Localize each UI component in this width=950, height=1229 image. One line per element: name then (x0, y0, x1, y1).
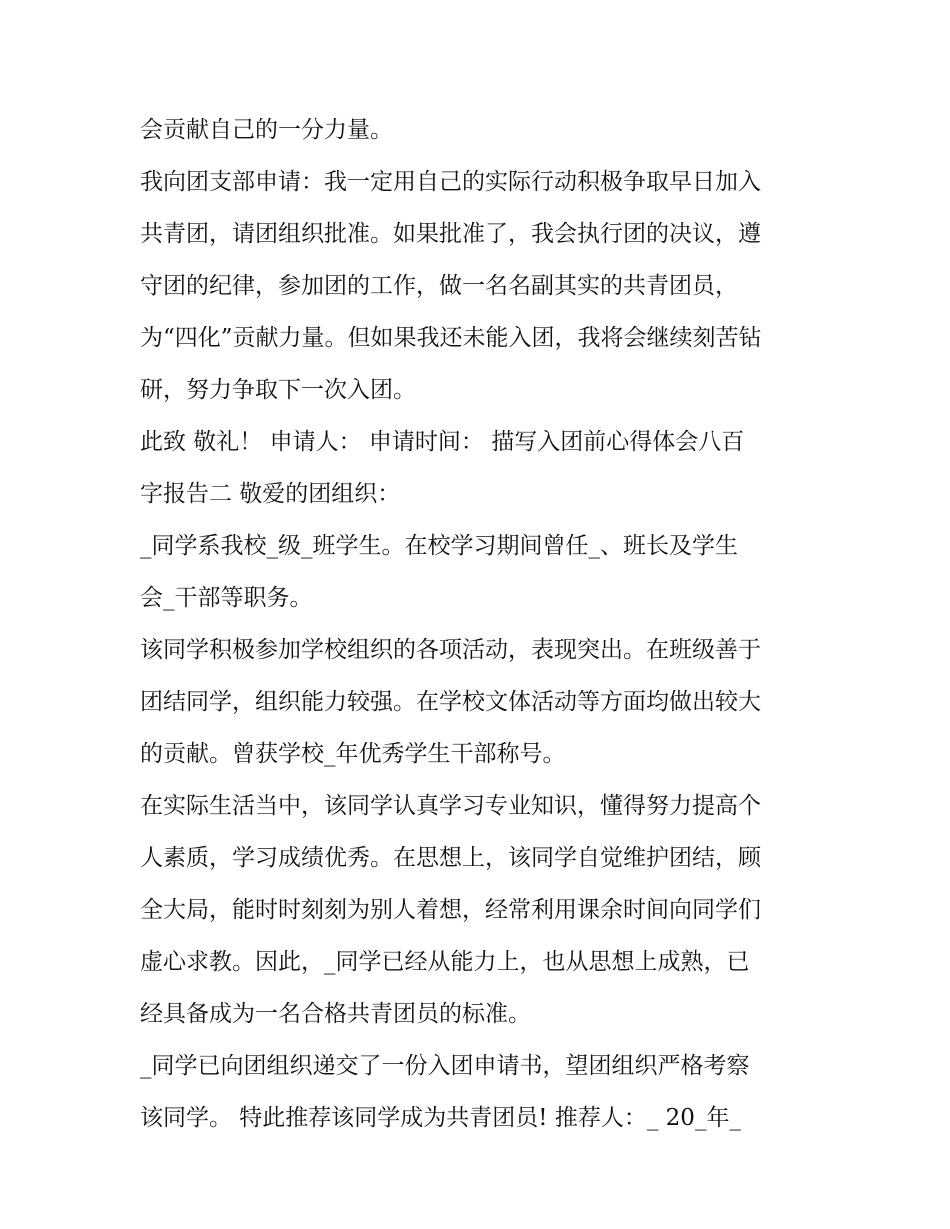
text-line: 虚心求教。因此，_同学已经从能力上，也从思想上成熟，已 (140, 949, 750, 975)
text-line: 守团的纪律，参加团的工作，做一名名副其实的共青团员， (140, 273, 738, 299)
text-line: 为“四化”贡献力量。但如果我还未能入团，我将会继续刻苦钻 (140, 325, 762, 351)
text-line: 该同学。 特此推荐该同学成为共青团员! 推荐人：_ 20_年_ (140, 1105, 741, 1131)
text-line: _同学系我校_级_班学生。在校学习期间曾任_、班长及学生 (140, 533, 738, 559)
text-line: 会贡献自己的一分力量。 (140, 117, 393, 143)
text-line: 全大局，能时时刻刻为别人着想，经常利用课余时间向同学们 (140, 897, 761, 923)
text-line: 团结同学，组织能力较强。在学校文体活动等方面均做出较大 (140, 689, 761, 715)
text-line: 此致 敬礼！ 申请人： 申请时间： 描写入团前心得体会八百 (140, 429, 745, 455)
text-line: _同学已向团组织递交了一份入团申请书，望团组织严格考察 (140, 1053, 750, 1079)
text-line: 共青团，请团组织批准。如果批准了，我会执行团的决议，遵 (140, 221, 761, 247)
text-line: 字报告二 敬爱的团组织： (140, 481, 401, 507)
text-line: 该同学积极参加学校组织的各项活动，表现突出。在班级善于 (140, 637, 761, 663)
text-line: 经具备成为一名合格共青团员的标准。 (140, 1001, 531, 1027)
text-line: 在实际生活当中，该同学认真学习专业知识，懂得努力提高个 (140, 793, 761, 819)
text-line: 的贡献。曾获学校_年优秀学生干部称号。 (140, 741, 566, 767)
text-line: 会_干部等职务。 (140, 585, 313, 611)
text-line: 人素质，学习成绩优秀。在思想上，该同学自觉维护团结，顾 (140, 845, 761, 871)
text-line: 我向团支部申请：我一定用自己的实际行动积极争取早日加入 (140, 169, 761, 195)
text-line: 研，努力争取下一次入团。 (140, 377, 416, 403)
document-body (140, 104, 820, 1144)
